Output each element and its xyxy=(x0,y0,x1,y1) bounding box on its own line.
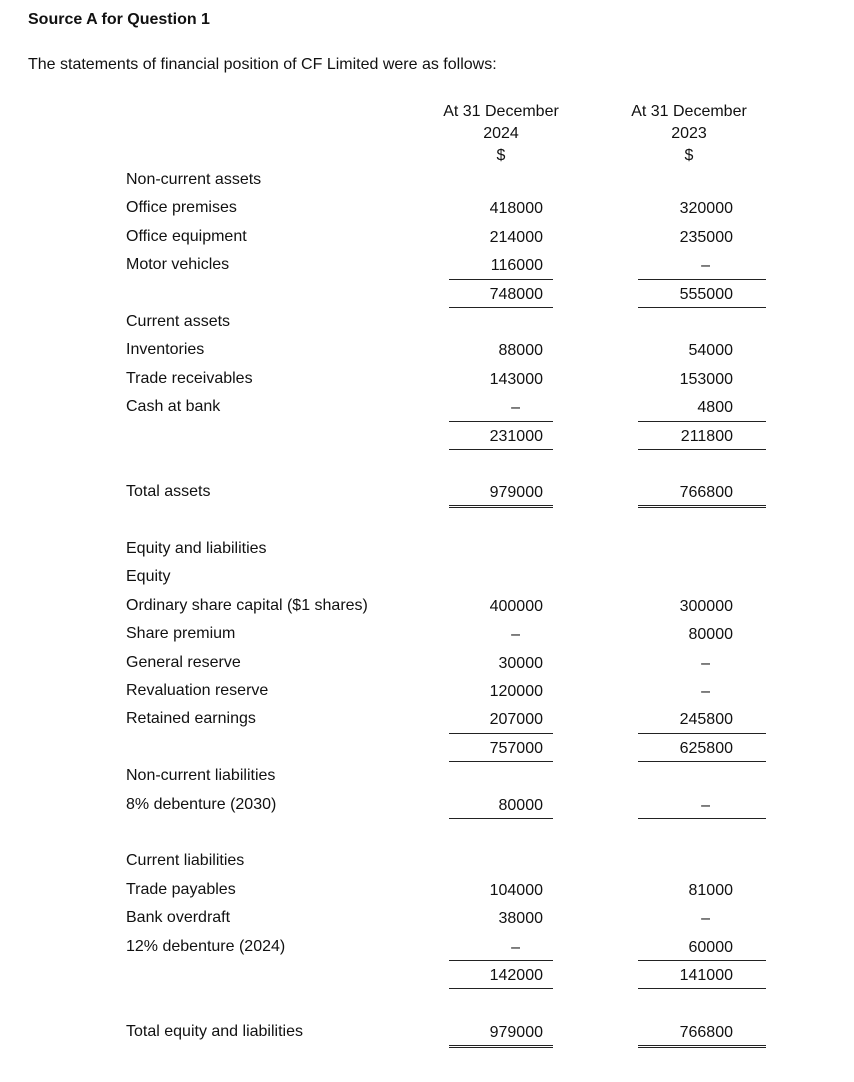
value-2024: 104000 xyxy=(489,881,543,899)
value-2023: 300000 xyxy=(679,597,733,615)
row-label: Non-current liabilities xyxy=(126,767,276,785)
table-row xyxy=(0,763,854,791)
table-row xyxy=(0,1019,854,1047)
column-header-year: 2023 xyxy=(671,125,707,142)
value-2024: 214000 xyxy=(489,228,543,246)
table-row xyxy=(0,309,854,337)
value-2023: – xyxy=(701,683,710,701)
row-label: Equity and liabilities xyxy=(126,540,267,558)
value-2023: – xyxy=(638,252,766,279)
table-row xyxy=(0,593,854,621)
value-2023: 766800 xyxy=(638,479,766,508)
column-header-unit: $ xyxy=(684,147,694,164)
value-2024: – xyxy=(449,934,553,961)
row-label: Current assets xyxy=(126,312,231,330)
value-2023: 320000 xyxy=(679,200,733,218)
financial-position-table xyxy=(0,167,854,1047)
column-header-line1: At 31 December xyxy=(443,103,559,120)
column-header-2023 xyxy=(618,101,760,167)
value-2024: 207000 xyxy=(449,706,553,733)
value-2024: 231000 xyxy=(449,423,553,450)
value-2023: 625800 xyxy=(638,735,766,762)
table-row xyxy=(0,678,854,706)
table-row xyxy=(0,735,854,763)
column-header-year: 2024 xyxy=(483,125,519,142)
row-label: Ordinary share capital ($1 shares) xyxy=(126,596,368,614)
value-2024: 38000 xyxy=(498,910,543,928)
value-2024: 757000 xyxy=(449,735,553,762)
table-row xyxy=(0,423,854,451)
value-2023: 766800 xyxy=(638,1019,766,1048)
value-2024: 30000 xyxy=(498,654,543,672)
row-label: Office premises xyxy=(126,199,237,217)
value-2023: – xyxy=(701,654,710,672)
table-row xyxy=(0,366,854,394)
value-2024: 142000 xyxy=(449,962,553,989)
table-row xyxy=(0,167,854,195)
row-label: 12% debenture (2024) xyxy=(126,937,286,955)
row-label: 8% debenture (2030) xyxy=(126,795,277,813)
value-2023: 54000 xyxy=(688,342,733,360)
row-label: Retained earnings xyxy=(126,710,256,728)
table-row xyxy=(0,252,854,280)
table-row xyxy=(0,451,854,479)
table-row xyxy=(0,224,854,252)
row-label: Cash at bank xyxy=(126,398,221,416)
row-label: Trade payables xyxy=(126,880,236,898)
column-header-line1: At 31 December xyxy=(631,103,747,120)
value-2024: 748000 xyxy=(449,281,553,308)
table-row xyxy=(0,564,854,592)
column-header-2024 xyxy=(430,101,572,167)
value-2024: 418000 xyxy=(489,200,543,218)
value-2023: 245800 xyxy=(638,706,766,733)
row-label: Bank overdraft xyxy=(126,909,231,927)
value-2024: 80000 xyxy=(449,792,553,819)
column-header-unit: $ xyxy=(496,147,506,164)
table-row xyxy=(0,337,854,365)
value-2024: 979000 xyxy=(449,1019,553,1048)
table-row xyxy=(0,650,854,678)
row-label: Current liabilities xyxy=(126,852,245,870)
value-2024: 120000 xyxy=(489,683,543,701)
table-row xyxy=(0,281,854,309)
value-2024: – xyxy=(449,394,553,421)
table-row xyxy=(0,792,854,820)
value-2023: 555000 xyxy=(638,281,766,308)
table-row xyxy=(0,536,854,564)
row-label: Equity xyxy=(126,568,171,586)
table-row xyxy=(0,990,854,1018)
value-2023: 80000 xyxy=(688,626,733,644)
table-row xyxy=(0,877,854,905)
row-label: Revaluation reserve xyxy=(126,682,269,700)
value-2023: 235000 xyxy=(679,228,733,246)
value-2023: 211800 xyxy=(638,423,766,450)
value-2024: 979000 xyxy=(449,479,553,508)
value-2024: 88000 xyxy=(498,342,543,360)
value-2023: 141000 xyxy=(638,962,766,989)
value-2023: 4800 xyxy=(638,394,766,421)
table-row xyxy=(0,905,854,933)
row-label: Trade receivables xyxy=(126,369,253,387)
value-2024: 143000 xyxy=(489,370,543,388)
value-2024: – xyxy=(511,626,520,644)
row-label: Total assets xyxy=(126,483,211,501)
table-row xyxy=(0,934,854,962)
table-row xyxy=(0,508,854,536)
table-row xyxy=(0,962,854,990)
value-2023: 153000 xyxy=(679,370,733,388)
row-label: Non-current assets xyxy=(126,171,262,188)
row-label: Motor vehicles xyxy=(126,256,230,274)
table-row xyxy=(0,621,854,649)
table-row xyxy=(0,394,854,422)
value-2023: 60000 xyxy=(638,934,766,961)
table-row xyxy=(0,848,854,876)
value-2023: 81000 xyxy=(688,881,733,899)
row-label: General reserve xyxy=(126,653,241,671)
row-label: Inventories xyxy=(126,341,205,359)
value-2024: 400000 xyxy=(489,597,543,615)
table-row xyxy=(0,195,854,223)
source-title: Source A for Question 1 xyxy=(28,11,210,28)
table-row xyxy=(0,820,854,848)
row-label: Share premium xyxy=(126,625,236,643)
intro-text: The statements of financial position of CF Limited were as follows: xyxy=(28,56,497,73)
value-2023: – xyxy=(701,910,710,928)
row-label: Total equity and liabilities xyxy=(126,1022,303,1040)
value-2024: 116000 xyxy=(449,252,553,279)
row-label: Office equipment xyxy=(126,227,247,245)
value-2023: – xyxy=(638,792,766,819)
table-row xyxy=(0,479,854,507)
table-row xyxy=(0,706,854,734)
